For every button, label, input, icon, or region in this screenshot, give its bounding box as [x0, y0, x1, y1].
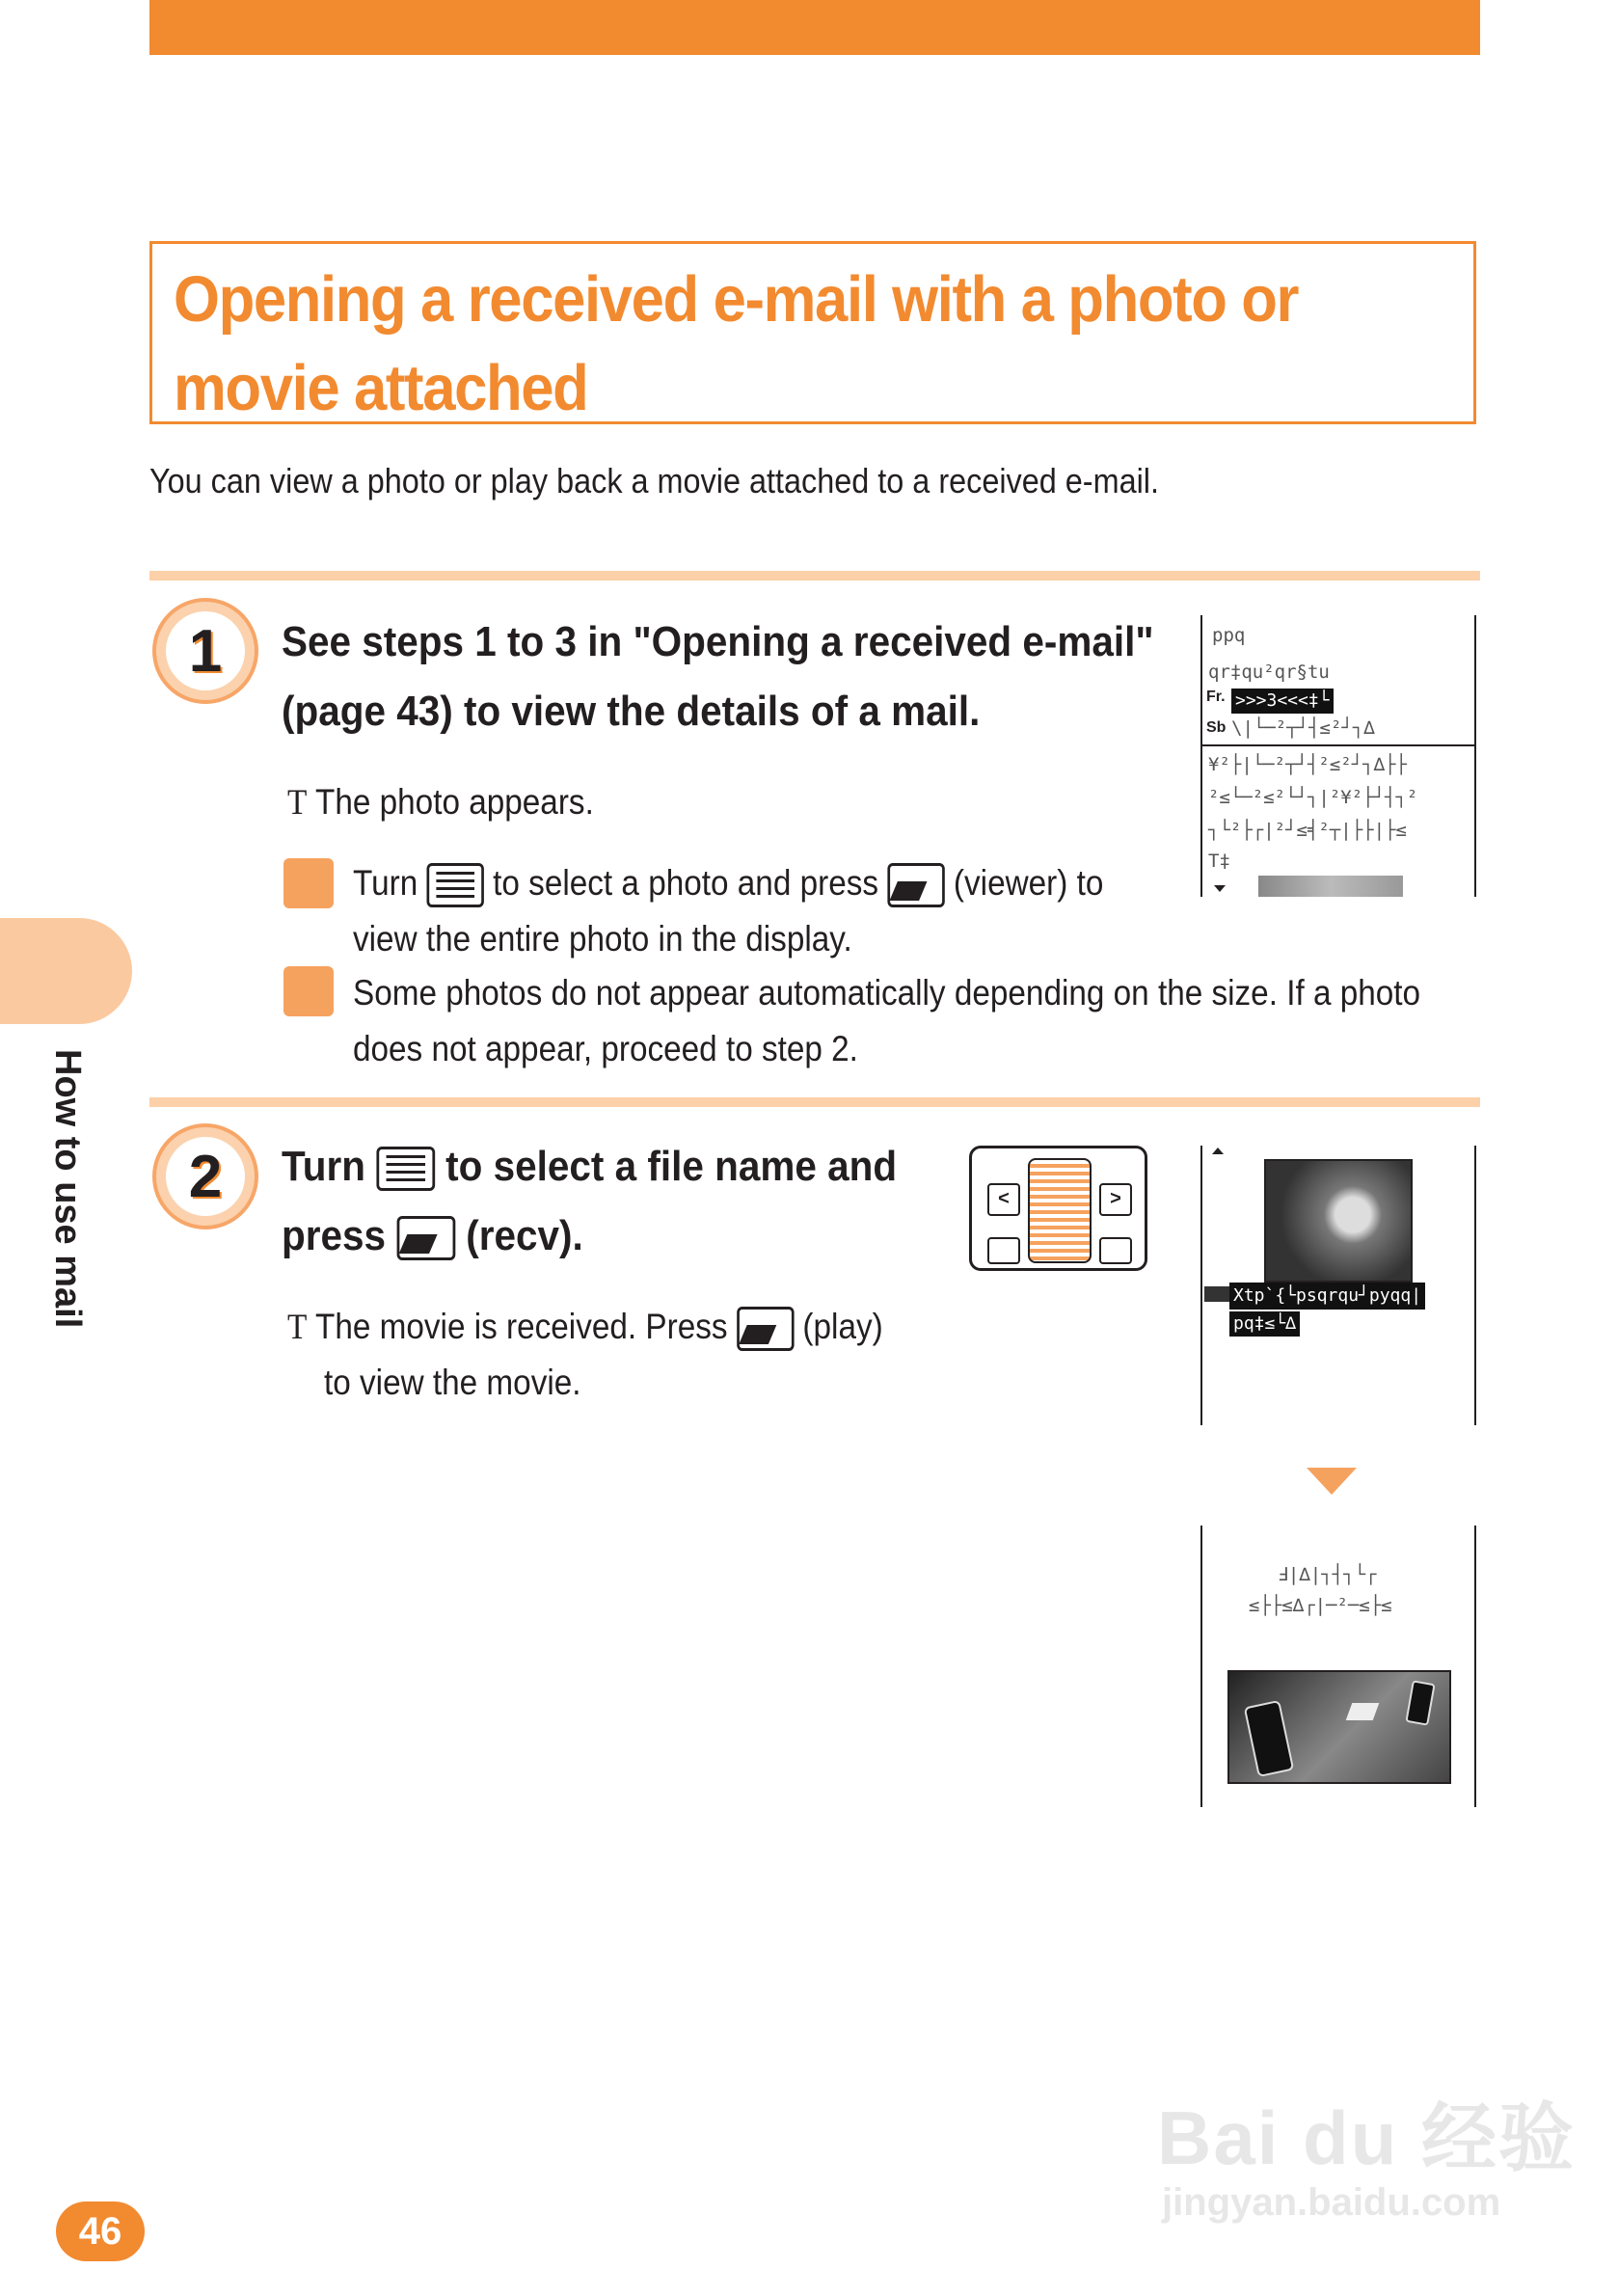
step1-heading-line1: See steps 1 to 3 in "Opening a received e-mail" — [282, 618, 1154, 665]
screen1-subject-value: \|└─²┬┘┤≤²┘┐∆ — [1231, 717, 1375, 739]
file-icon — [1204, 1286, 1229, 1302]
step1-number: 1 — [166, 611, 245, 690]
phone-icon — [1405, 1680, 1435, 1725]
phone-screen-mail-detail — [1200, 615, 1476, 897]
select-key-icon — [737, 1307, 794, 1351]
note1-part-b: to select a photo and press — [493, 863, 879, 903]
wheel-key-icon — [427, 863, 484, 907]
step2-divider — [149, 1097, 1480, 1107]
step2-heading-part-b: to select a file name and — [445, 1143, 898, 1190]
result-marker: T — [287, 1308, 308, 1347]
keypad-illustration — [969, 1146, 1147, 1271]
screen1-separator — [1202, 744, 1474, 746]
screen1-from-label: Fr. — [1206, 689, 1226, 705]
section-title: Opening a received e-mail with a photo or movie attached — [174, 263, 1299, 424]
chapter-label: How to use mail — [47, 1049, 88, 1329]
file-name-line1: Xtp`{└psqrqu┘pyqq| — [1229, 1283, 1425, 1310]
step2-heading-part-c: press — [282, 1212, 387, 1259]
screen1-body-line: ¥²├|└─²┬┘┤²≤²┘┐∆├├ — [1208, 754, 1407, 775]
step1-note2-line2: does not appear, proceed to step 2. — [353, 1029, 858, 1068]
note-hand-icon — [283, 858, 334, 908]
scroll-up-icon — [1212, 1148, 1224, 1154]
camera-key-icon — [1099, 1237, 1132, 1264]
phone-screen-received — [1200, 1526, 1476, 1807]
step2-result-part-a: The movie is received. Press — [315, 1307, 728, 1346]
note1-part-a: Turn — [353, 863, 418, 903]
mail-icon — [1346, 1703, 1380, 1720]
transfer-animation-image — [1227, 1670, 1451, 1784]
select-key-icon — [396, 1216, 455, 1260]
screen3-line1: Ⅎ|∆|┐┤┐└┌ — [1278, 1564, 1377, 1585]
step2-result-line2: to view the movie. — [324, 1363, 581, 1402]
step1-heading-line2: (page 43) to view the details of a mail. — [282, 688, 981, 735]
section-title-box — [149, 241, 1476, 424]
file-name-line2: pq‡≤└∆ — [1229, 1311, 1300, 1337]
photo-thumbnail — [1258, 876, 1403, 897]
screen1-body-line: ²≤└─²≤²└┘┐|²¥²├┘┤┐² — [1208, 787, 1418, 808]
phone-icon — [1244, 1700, 1295, 1777]
header-bar — [149, 0, 1480, 55]
screen1-subject-label: Sb — [1206, 719, 1227, 736]
step2-number: 2 — [166, 1137, 245, 1216]
phone-screen-attachment — [1200, 1146, 1476, 1425]
page-number: 46 — [56, 2201, 145, 2261]
dog-photo — [1264, 1159, 1413, 1283]
note1-part-c: (viewer) to — [953, 863, 1104, 903]
flow-arrow-icon — [1307, 1468, 1357, 1495]
step1-note1-line1 — [353, 856, 1103, 910]
right-key-icon: > — [1099, 1183, 1132, 1216]
left-key-icon: < — [987, 1183, 1020, 1216]
step2-result-line1 — [287, 1300, 883, 1355]
step2-badge — [152, 1123, 258, 1229]
step2-heading-line1 — [282, 1132, 897, 1202]
step1-result-text: The photo appears. — [315, 782, 594, 822]
intro-text: You can view a photo or play back a movie attached to a received e-mail. — [149, 461, 1160, 500]
watermark-logo: Bai du 经验 — [1157, 2095, 1577, 2180]
step1-note1-line2: view the entire photo in the display. — [353, 919, 852, 959]
step1-result — [287, 775, 594, 830]
result-marker: T — [287, 783, 308, 823]
screen1-from-value: >>>3<<<‡└ — [1231, 689, 1334, 714]
scroll-down-icon — [1214, 885, 1226, 892]
step2-heading-line2 — [282, 1202, 583, 1271]
select-key-icon — [887, 863, 944, 907]
step1-badge — [152, 598, 258, 704]
step1-divider — [149, 571, 1480, 581]
wheel-key-icon — [376, 1147, 435, 1191]
watermark-url: jingyan.baidu.com — [1162, 2181, 1501, 2224]
mail-key-icon — [987, 1237, 1020, 1264]
wheel-key — [1028, 1158, 1092, 1263]
step2-heading-part-a: Turn — [282, 1143, 365, 1190]
screen3-line2: ≤├├≤∆┌|─²─≤├≤ — [1249, 1595, 1392, 1616]
note-hand-icon — [283, 966, 334, 1016]
step2-heading-part-d: (recv). — [466, 1212, 583, 1259]
screen1-body-line: ┐└²├┌|²┘≤╡²┬|├├|├≤ — [1208, 820, 1407, 841]
screen1-row1: ppq — [1212, 625, 1246, 646]
step2-result-part-b: (play) — [802, 1307, 883, 1346]
step1-note2-line1: Some photos do not appear automatically depending on the size. If a photo — [353, 973, 1421, 1013]
side-tab — [0, 918, 132, 1024]
screen1-row2: qr‡qu²qr§tu — [1208, 662, 1330, 683]
screen1-body-line: T‡ — [1208, 851, 1230, 872]
